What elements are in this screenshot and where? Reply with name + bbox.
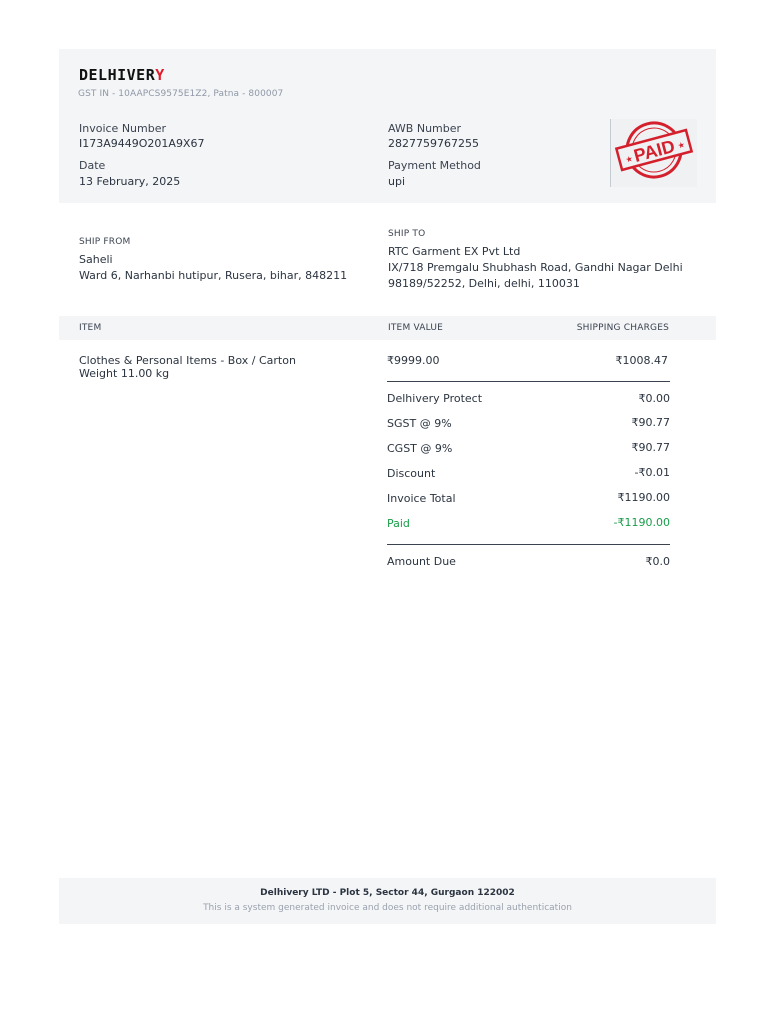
summary-value: ₹90.77 <box>631 416 670 429</box>
col-shipping-charges: SHIPPING CHARGES <box>576 323 669 333</box>
summary-value: -₹0.01 <box>634 466 670 479</box>
svg-text:★: ★ <box>676 140 686 151</box>
summary-label: CGST @ 9% <box>387 442 453 455</box>
payment-method: upi <box>388 175 406 188</box>
delhivery-logo <box>79 66 165 84</box>
ship-to-address-line2: 98189/52252, Delhi, delhi, 110031 <box>388 277 580 290</box>
ship-from-label: SHIP FROM <box>79 237 131 247</box>
ship-to-address-line1: IX/718 Premgalu Shubhash Road, Gandhi Nagar Delhi <box>388 261 683 274</box>
item-weight: Weight 11.00 kg <box>79 367 170 380</box>
date-label: Date <box>79 159 106 172</box>
summary-label: SGST @ 9% <box>387 417 452 430</box>
logo-prefix: DELHIVER <box>79 66 156 84</box>
invoice-date: 13 February, 2025 <box>79 175 181 188</box>
gst-line: GST IN - 10AAPCS9575E1Z2, Patna - 800007 <box>78 89 284 99</box>
ship-to-name: RTC Garment EX Pvt Ltd <box>388 245 521 258</box>
col-item: ITEM <box>79 323 102 333</box>
summary-divider-top <box>387 381 670 382</box>
item-value: ₹9999.00 <box>387 354 440 367</box>
amount-due-value: ₹0.0 <box>645 555 670 568</box>
payment-method-label: Payment Method <box>388 159 481 172</box>
ship-to-label: SHIP TO <box>388 229 426 239</box>
summary-divider-bottom <box>387 544 670 545</box>
ship-from-address: Ward 6, Narhanbi hutipur, Rusera, bihar, 848211 <box>79 269 348 282</box>
invoice-footer <box>59 878 716 924</box>
summary-label: Delhivery Protect <box>387 392 483 405</box>
summary-label: Paid <box>387 517 410 530</box>
svg-text:★: ★ <box>624 153 634 165</box>
ship-from-name: Saheli <box>79 253 113 266</box>
summary-label: Discount <box>387 467 436 480</box>
amount-due-label: Amount Due <box>387 555 456 568</box>
summary-value: -₹1190.00 <box>613 516 670 529</box>
stamp-text: PAID <box>631 135 677 167</box>
invoice-number: I173A9449O201A9X67 <box>79 137 205 150</box>
logo-suffix: Y <box>155 66 165 84</box>
paid-stamp-icon <box>611 119 697 187</box>
col-item-value: ITEM VALUE <box>388 323 444 333</box>
item-description: Clothes & Personal Items - Box / Carton <box>79 354 296 367</box>
summary-value: ₹0.00 <box>638 392 670 405</box>
footer-note: This is a system generated invoice and does not require additional authentication <box>203 903 572 913</box>
summary-label: Invoice Total <box>387 492 456 505</box>
paid-stamp <box>610 119 697 187</box>
item-shipping: ₹1008.47 <box>615 354 668 367</box>
awb-number: 2827759767255 <box>388 137 479 150</box>
summary-value: ₹1190.00 <box>617 491 670 504</box>
footer-address: Delhivery LTD - Plot 5, Sector 44, Gurgaon 122002 <box>260 888 515 898</box>
invoice-header <box>59 49 716 203</box>
items-table-header <box>59 316 716 340</box>
awb-label: AWB Number <box>388 122 462 135</box>
summary-value: ₹90.77 <box>631 441 670 454</box>
invoice-number-label: Invoice Number <box>79 122 167 135</box>
